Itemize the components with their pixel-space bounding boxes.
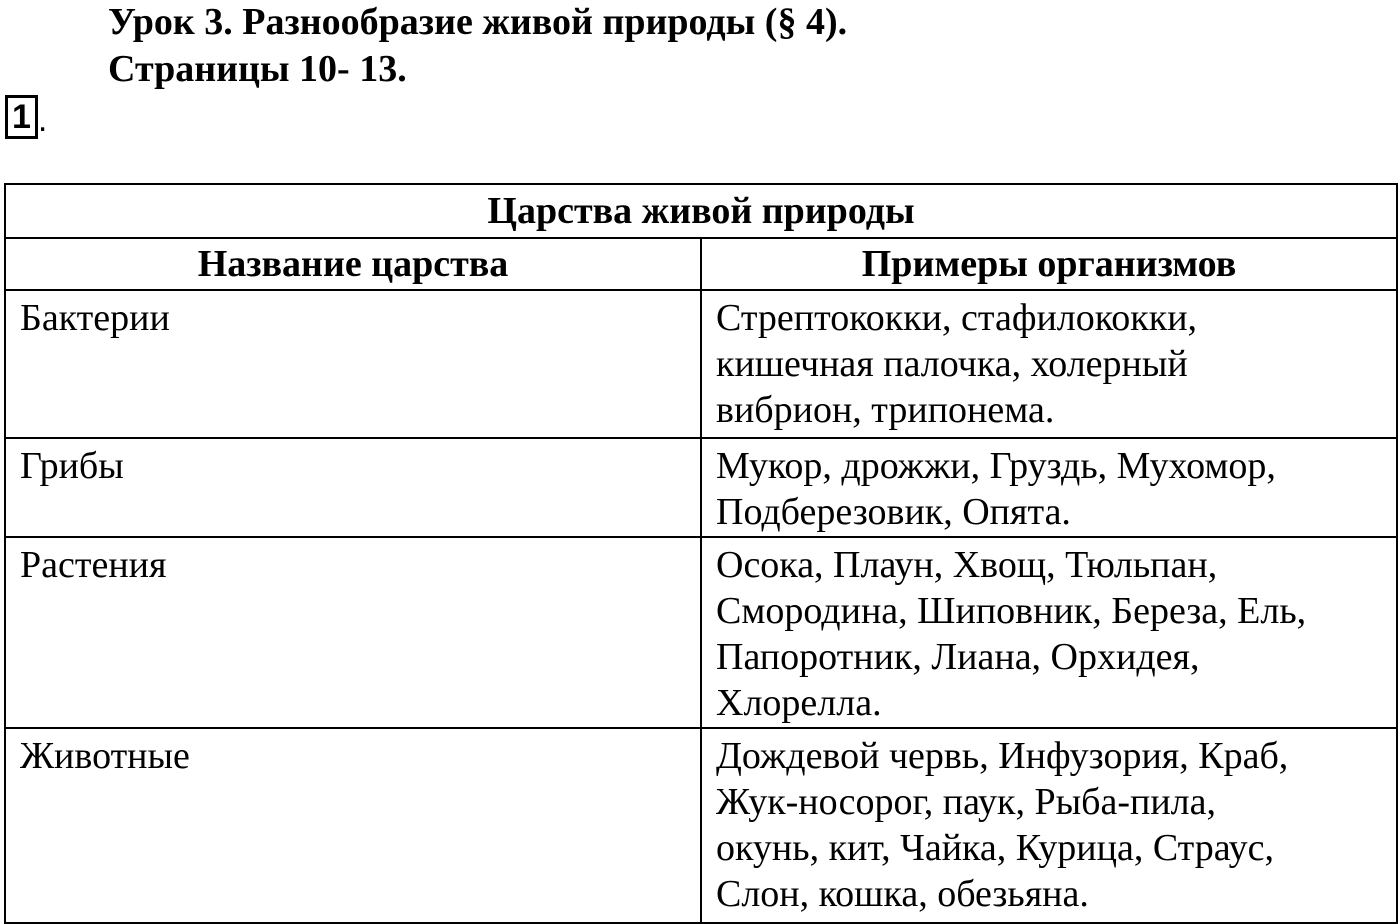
kingdom-name: Бактерии [5, 290, 701, 438]
kingdom-examples [701, 290, 1397, 438]
table-title-row [5, 184, 1397, 238]
examples-line: Осока, Плаун, Хвощ, Тюльпан, [716, 544, 1218, 586]
examples-line: Подберезовик, Опята. [716, 491, 1071, 533]
task-number-suffix: . [37, 101, 48, 139]
table-row [5, 290, 1397, 438]
table-title: Царства живой природы [5, 184, 1397, 238]
examples-line: Мукор, дрожжи, Груздь, Мухомор, [716, 445, 1276, 487]
examples-line: Дождевой червь, Инфузория, Краб, [716, 735, 1289, 777]
kingdom-name: Растения [5, 537, 701, 728]
table-row [5, 537, 1397, 728]
examples-line: вибрион, трипонема. [716, 389, 1055, 431]
pages-subtitle: Страницы 10- 13. [108, 48, 407, 90]
examples-line: Слон, кошка, обезьяна. [716, 873, 1089, 915]
examples-line: Стрептококки, стафилококки, [716, 297, 1198, 339]
table-header-row [5, 238, 1397, 290]
kingdom-name: Животные [5, 728, 701, 923]
examples-line: окунь, кит, Чайка, Курица, Страус, [716, 827, 1275, 869]
kingdom-name: Грибы [5, 438, 701, 537]
table-row [5, 438, 1397, 537]
task-number-box: 1 [5, 95, 38, 139]
kingdoms-table [4, 183, 1398, 924]
kingdom-examples [701, 438, 1397, 537]
examples-line: Жук-носорог, паук, Рыба-пила, [716, 781, 1217, 823]
examples-line: Папоротник, Лиана, Орхидея, [716, 636, 1200, 678]
kingdom-examples [701, 537, 1397, 728]
kingdom-examples [701, 728, 1397, 923]
column-header-kingdom: Название царства [5, 238, 701, 290]
examples-line: Смородина, Шиповник, Береза, Ель, [716, 590, 1307, 632]
examples-line: Хлорелла. [716, 682, 882, 724]
lesson-title: Урок 3. Разнообразие живой природы (§ 4). [108, 1, 848, 43]
column-header-examples: Примеры организмов [701, 238, 1397, 290]
examples-line: кишечная палочка, холерный [716, 343, 1188, 385]
task-number [5, 95, 47, 139]
table-row [5, 728, 1397, 923]
